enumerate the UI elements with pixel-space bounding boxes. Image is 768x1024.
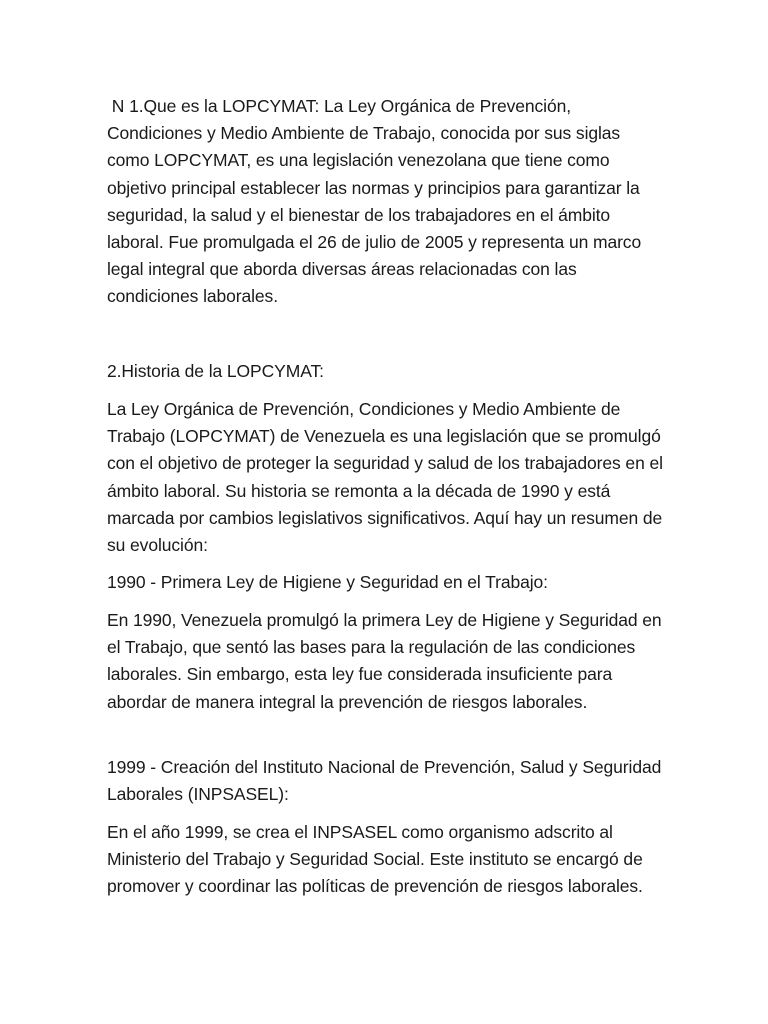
heading-history: 2.Historia de la LOPCYMAT: <box>107 361 324 381</box>
year-1999-paragraph-block <box>107 819 667 901</box>
paragraph-history-intro: La Ley Orgánica de Prevención, Condiciones y Medio Ambiente de Trabajo (LOPCYMAT) de Venezuela es una legislación que se promulgó con el objetivo de proteger la seguridad y salud de los trabajadores en el ámbito laboral. Su historia se remonta a la década de 1990 y está marcada por cambios legislativos significativos. Aquí hay un resumen de su evolución: <box>107 399 668 556</box>
year-1999-heading-block <box>107 754 667 808</box>
year-1990-paragraph-block <box>107 607 667 716</box>
history-heading-block <box>107 358 667 385</box>
heading-1990: 1990 - Primera Ley de Higiene y Seguridad en el Trabajo: <box>107 572 548 592</box>
paragraph-1999: En el año 1999, se crea el INPSASEL como organismo adscrito al Ministerio del Trabajo y Seguridad Social. Este instituto se encargó de promover y coordinar las políticas de prevención de riesgos laborales. <box>107 822 648 897</box>
heading-1999: 1999 - Creación del Instituto Nacional de Prevención, Salud y Seguridad Laborales (INPSASEL): <box>107 757 666 805</box>
history-intro-block <box>107 396 667 559</box>
paragraph-lopcymat-definition: N 1.Que es la LOPCYMAT: La Ley Orgánica de Prevención, Condiciones y Medio Ambiente de Trabajo, conocida por sus siglas como LOPCYMAT, es una legislación venezolana que tiene como objetivo principal establecer las normas y principios para garantizar la seguridad, la salud y el bienestar de los trabajadores en el ámbito laboral. Fue promulgada el 26 de julio de 2005 y representa un marco legal integral que aborda diversas áreas relacionadas con las condiciones laborales. <box>107 96 646 307</box>
intro-paragraph-block <box>107 93 667 311</box>
paragraph-1990: En 1990, Venezuela promulgó la primera Ley de Higiene y Seguridad en el Trabajo, que sentó las bases para la regulación de las condiciones laborales. Sin embargo, esta ley fue considerada insuficiente para abordar de manera integral la prevención de riesgos laborales. <box>107 610 667 712</box>
year-1990-heading-block <box>107 569 667 596</box>
